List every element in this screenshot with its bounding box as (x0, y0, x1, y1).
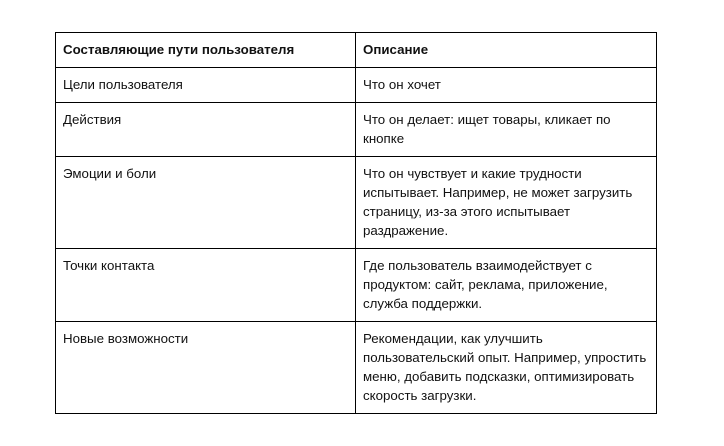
cell-description: Что он чувствует и какие трудности испытывает. Например, не может загрузить страницу, из-за этого испытывает раздражение. (356, 157, 657, 249)
cell-component: Цели пользователя (56, 68, 356, 103)
cell-description: Что он делает: ищет товары, кликает по кнопке (356, 103, 657, 157)
table-row (56, 68, 657, 103)
table-row (56, 157, 657, 249)
table-row (56, 249, 657, 322)
cell-description: Где пользователь взаимодействует с продуктом: сайт, реклама, приложение, служба поддержки. (356, 249, 657, 322)
cell-component: Точки контакта (56, 249, 356, 322)
table-row (56, 103, 657, 157)
cell-component: Действия (56, 103, 356, 157)
cell-description: Рекомендации, как улучшить пользовательский опыт. Например, упростить меню, добавить подсказки, оптимизировать скорость загрузки. (356, 322, 657, 414)
cell-component: Эмоции и боли (56, 157, 356, 249)
table-header-row (56, 33, 657, 68)
user-journey-table (55, 32, 657, 414)
user-journey-table-container (55, 32, 656, 414)
table-row (56, 322, 657, 414)
cell-component: Новые возможности (56, 322, 356, 414)
cell-description: Что он хочет (356, 68, 657, 103)
header-component: Составляющие пути пользователя (56, 33, 356, 68)
header-description: Описание (356, 33, 657, 68)
